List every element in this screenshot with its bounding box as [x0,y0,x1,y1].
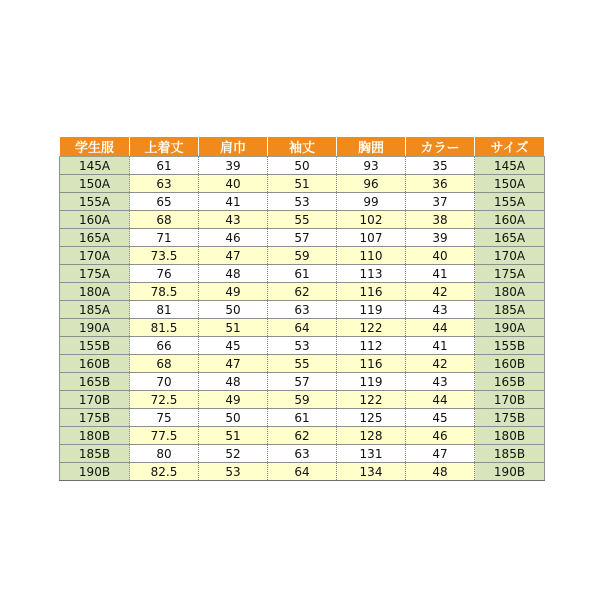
chest-cell: 96 [337,175,406,193]
chest-cell: 102 [337,211,406,229]
chest-cell: 125 [337,409,406,427]
size-chart-table [59,137,545,481]
uniform-size-cell: 175A [60,265,130,283]
sleeve-length-cell: 51 [268,175,337,193]
table-row [60,193,545,211]
chest-cell: 99 [337,193,406,211]
shoulder-width-cell: 39 [199,157,268,175]
table-row [60,283,545,301]
collar-cell: 38 [406,211,475,229]
shoulder-width-cell: 52 [199,445,268,463]
sleeve-length-cell: 64 [268,319,337,337]
size-cell: 190B [475,463,545,481]
sleeve-length-cell: 59 [268,391,337,409]
uniform-size-cell: 160B [60,355,130,373]
table-header [60,137,545,157]
table-row [60,355,545,373]
jacket-length-cell: 77.5 [130,427,199,445]
sleeve-length-cell: 55 [268,355,337,373]
sleeve-length-cell: 53 [268,337,337,355]
collar-cell: 46 [406,427,475,445]
jacket-length-cell: 65 [130,193,199,211]
sleeve-length-cell: 64 [268,463,337,481]
collar-cell: 43 [406,373,475,391]
size-cell: 180B [475,427,545,445]
size-cell: 185A [475,301,545,319]
jacket-length-cell: 63 [130,175,199,193]
shoulder-width-cell: 47 [199,355,268,373]
table-row [60,157,545,175]
jacket-length-cell: 81.5 [130,319,199,337]
uniform-size-cell: 165A [60,229,130,247]
shoulder-width-cell: 50 [199,409,268,427]
table-row [60,409,545,427]
jacket-length-cell: 80 [130,445,199,463]
chest-cell: 116 [337,283,406,301]
chest-cell: 116 [337,355,406,373]
table-row [60,265,545,283]
sleeve-length-cell: 55 [268,211,337,229]
chest-cell: 112 [337,337,406,355]
jacket-length-cell: 70 [130,373,199,391]
shoulder-width-cell: 45 [199,337,268,355]
uniform-size-cell: 180A [60,283,130,301]
table-row [60,247,545,265]
size-cell: 170B [475,391,545,409]
header-chest: 胸囲 [337,137,406,157]
collar-cell: 42 [406,283,475,301]
collar-cell: 36 [406,175,475,193]
chest-cell: 93 [337,157,406,175]
collar-cell: 41 [406,265,475,283]
chest-cell: 119 [337,301,406,319]
shoulder-width-cell: 48 [199,265,268,283]
jacket-length-cell: 68 [130,211,199,229]
shoulder-width-cell: 50 [199,301,268,319]
uniform-size-cell: 185A [60,301,130,319]
size-cell: 170A [475,247,545,265]
table-row [60,301,545,319]
table-row [60,373,545,391]
table-row [60,391,545,409]
collar-cell: 47 [406,445,475,463]
jacket-length-cell: 72.5 [130,391,199,409]
jacket-length-cell: 82.5 [130,463,199,481]
header-row [60,137,545,157]
jacket-length-cell: 76 [130,265,199,283]
header-sleeve-length: 袖丈 [268,137,337,157]
shoulder-width-cell: 46 [199,229,268,247]
collar-cell: 43 [406,301,475,319]
shoulder-width-cell: 47 [199,247,268,265]
shoulder-width-cell: 49 [199,391,268,409]
table-row [60,427,545,445]
collar-cell: 39 [406,229,475,247]
sleeve-length-cell: 57 [268,373,337,391]
jacket-length-cell: 73.5 [130,247,199,265]
shoulder-width-cell: 51 [199,427,268,445]
jacket-length-cell: 66 [130,337,199,355]
uniform-size-cell: 150A [60,175,130,193]
jacket-length-cell: 68 [130,355,199,373]
uniform-size-cell: 145A [60,157,130,175]
jacket-length-cell: 71 [130,229,199,247]
shoulder-width-cell: 49 [199,283,268,301]
jacket-length-cell: 81 [130,301,199,319]
collar-cell: 40 [406,247,475,265]
chest-cell: 122 [337,319,406,337]
size-cell: 165A [475,229,545,247]
sleeve-length-cell: 53 [268,193,337,211]
jacket-length-cell: 78.5 [130,283,199,301]
uniform-size-cell: 190B [60,463,130,481]
collar-cell: 44 [406,319,475,337]
uniform-size-cell: 160A [60,211,130,229]
header-collar: カラー [406,137,475,157]
table-row [60,319,545,337]
shoulder-width-cell: 48 [199,373,268,391]
uniform-size-cell: 155B [60,337,130,355]
header-shoulder-width: 肩巾 [199,137,268,157]
shoulder-width-cell: 43 [199,211,268,229]
size-cell: 145A [475,157,545,175]
chest-cell: 134 [337,463,406,481]
size-cell: 150A [475,175,545,193]
jacket-length-cell: 75 [130,409,199,427]
uniform-size-cell: 170A [60,247,130,265]
chest-cell: 119 [337,373,406,391]
uniform-size-cell: 170B [60,391,130,409]
header-uniform: 学生服 [60,137,130,157]
sleeve-length-cell: 50 [268,157,337,175]
table-row [60,463,545,481]
collar-cell: 37 [406,193,475,211]
uniform-size-cell: 190A [60,319,130,337]
collar-cell: 45 [406,409,475,427]
shoulder-width-cell: 53 [199,463,268,481]
size-cell: 190A [475,319,545,337]
size-cell: 175B [475,409,545,427]
table-row [60,337,545,355]
sleeve-length-cell: 61 [268,409,337,427]
size-cell: 160B [475,355,545,373]
sleeve-length-cell: 59 [268,247,337,265]
size-cell: 165B [475,373,545,391]
size-cell: 155B [475,337,545,355]
collar-cell: 41 [406,337,475,355]
sleeve-length-cell: 62 [268,427,337,445]
table-row [60,445,545,463]
uniform-size-cell: 185B [60,445,130,463]
size-cell: 185B [475,445,545,463]
sleeve-length-cell: 63 [268,301,337,319]
table-row [60,175,545,193]
shoulder-width-cell: 40 [199,175,268,193]
sleeve-length-cell: 61 [268,265,337,283]
header-size: サイズ [475,137,545,157]
collar-cell: 48 [406,463,475,481]
shoulder-width-cell: 51 [199,319,268,337]
table-row [60,211,545,229]
header-jacket-length: 上着丈 [130,137,199,157]
uniform-size-cell: 155A [60,193,130,211]
size-cell: 175A [475,265,545,283]
chest-cell: 128 [337,427,406,445]
chest-cell: 107 [337,229,406,247]
size-cell: 155A [475,193,545,211]
sleeve-length-cell: 62 [268,283,337,301]
chest-cell: 113 [337,265,406,283]
jacket-length-cell: 61 [130,157,199,175]
chest-cell: 122 [337,391,406,409]
table-row [60,229,545,247]
shoulder-width-cell: 41 [199,193,268,211]
chest-cell: 131 [337,445,406,463]
size-cell: 180A [475,283,545,301]
chest-cell: 110 [337,247,406,265]
sleeve-length-cell: 63 [268,445,337,463]
collar-cell: 44 [406,391,475,409]
uniform-size-cell: 175B [60,409,130,427]
sleeve-length-cell: 57 [268,229,337,247]
table-body [60,157,545,481]
collar-cell: 42 [406,355,475,373]
uniform-size-cell: 165B [60,373,130,391]
collar-cell: 35 [406,157,475,175]
uniform-size-cell: 180B [60,427,130,445]
size-cell: 160A [475,211,545,229]
